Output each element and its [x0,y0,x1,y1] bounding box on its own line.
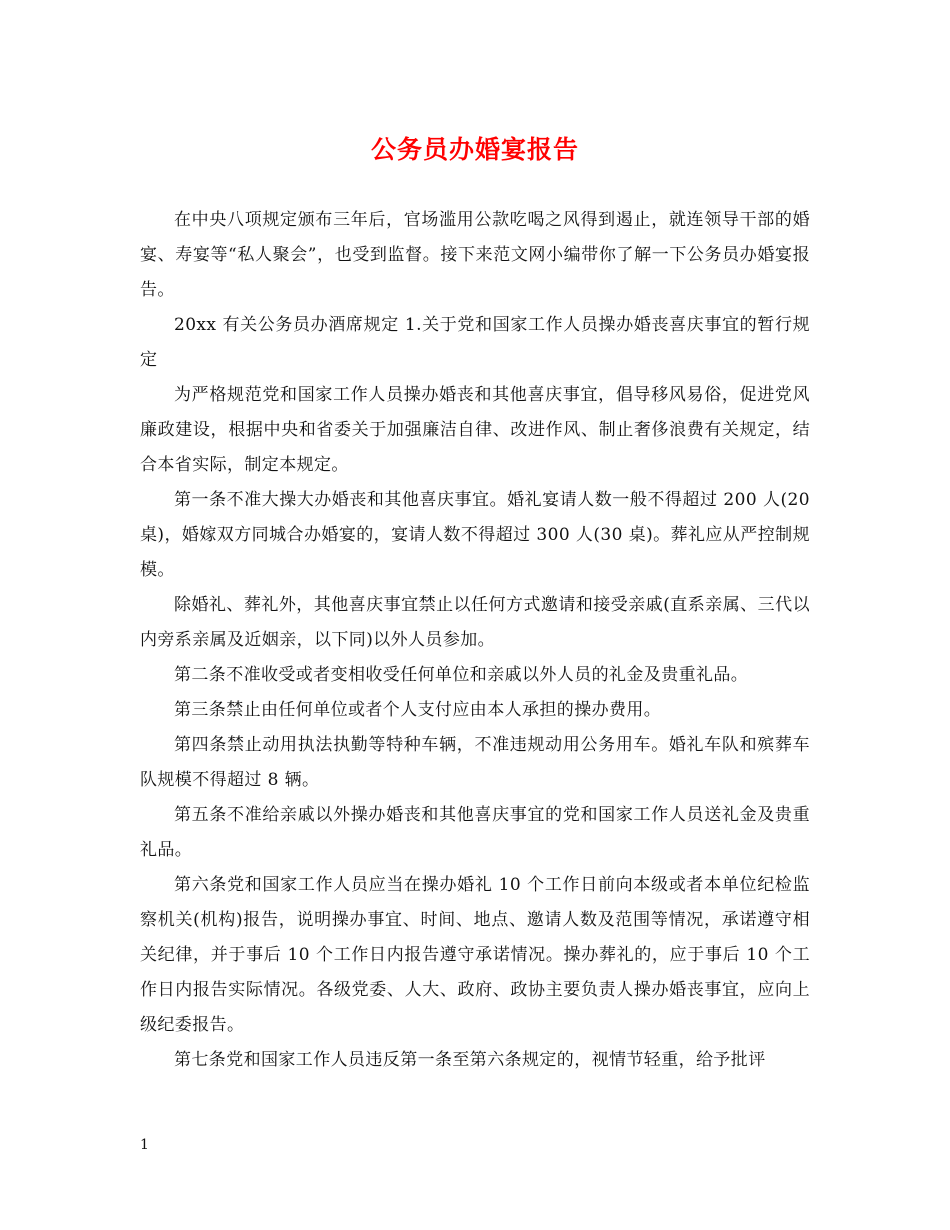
document-body [140,203,810,1078]
paragraph-article-3: 第三条禁止由任何单位或者个人支付应由本人承担的操办费用。 [174,700,662,720]
paragraph-article-4: 第四条禁止动用执法执勤等特种车辆，不准违规动用公务用车。婚礼车队和殡葬车队规模不得超过 8 辆。 [140,735,810,790]
paragraph-regulation-heading: 20xx 有关公务员办酒席规定 1.关于党和国家工作人员操办婚丧喜庆事宜的暂行规定 [140,315,810,370]
document-title: 公务员办婚宴报告 [370,135,579,164]
paragraph-article-2: 第二条不准收受或者变相收受任何单位和亲戚以外人员的礼金及贵重礼品。 [174,665,749,685]
paragraph-article-1: 第一条不准大操大办婚丧和其他喜庆事宜。婚礼宴请人数一般不得超过 200 人(20 桌)，婚嫁双方同城合办婚宴的，宴请人数不得超过 300 人(30 桌)。葬礼应从严控制规模。 [140,490,810,580]
page-number: 1 [140,1137,149,1153]
paragraph-intro: 在中央八项规定颁布三年后，官场滥用公款吃喝之风得到遏止，就连领导干部的婚宴、寿宴等“私人聚会”，也受到监督。接下来范文网小编带你了解一下公务员办婚宴报告。 [140,210,810,300]
paragraph-article-7: 第七条党和国家工作人员违反第一条至第六条规定的，视情节轻重，给予批评 [174,1050,766,1070]
paragraph-preamble: 为严格规范党和国家工作人员操办婚丧和其他喜庆事宜，倡导移风易俗，促进党风廉政建设，根据中央和省委关于加强廉洁自律、改进作风、制止奢侈浪费有关规定，结合本省实际，制定本规定。 [140,385,810,475]
paragraph-other-events: 除婚礼、葬礼外，其他喜庆事宜禁止以任何方式邀请和接受亲戚(直系亲属、三代以内旁系亲属及近姻亲，以下同)以外人员参加。 [140,595,810,650]
paragraph-article-6: 第六条党和国家工作人员应当在操办婚礼 10 个工作日前向本级或者本单位纪检监察机关(机构)报告，说明操办事宜、时间、地点、邀请人数及范围等情况，承诺遵守相关纪律，并于事后 10 个工作日内报告遵守承诺情况。操办葬礼的，应于事后 10 个工作日内报告实际情况。各级党委、人大、政府、政协主要负责人操办婚丧事宜，应向上级纪委报告。 [140,875,810,1035]
paragraph-article-5: 第五条不准给亲戚以外操办婚丧和其他喜庆事宜的党和国家工作人员送礼金及贵重礼品。 [140,805,810,860]
